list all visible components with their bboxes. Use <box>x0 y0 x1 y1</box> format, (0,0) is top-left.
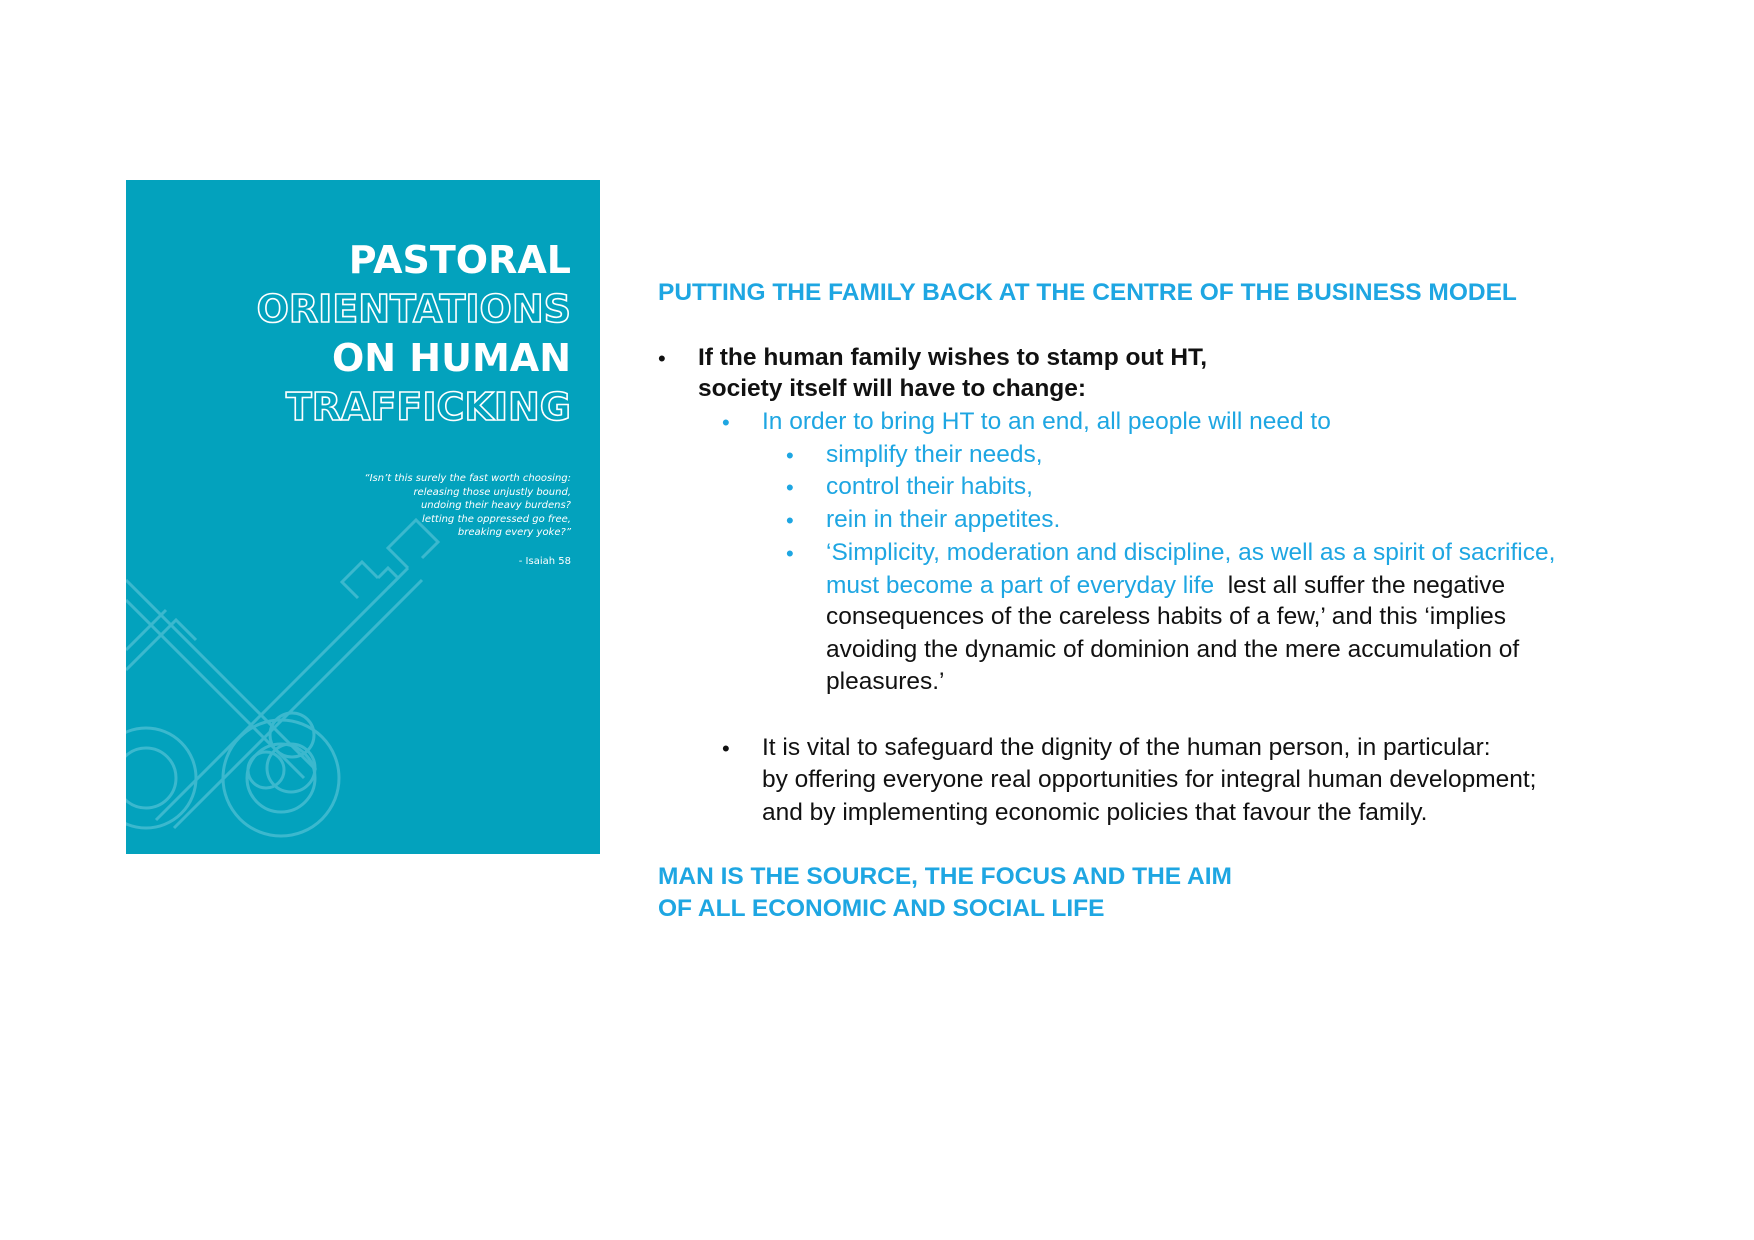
cover-title-line: TRAFFICKING <box>285 385 571 429</box>
quote-blue-part: must become a part of everyday life <box>826 572 1215 599</box>
bullet-marker: • <box>786 508 794 533</box>
cover-quote-line: “Isn’t this surely the fast worth choosing: <box>364 473 571 484</box>
book-cover <box>126 180 600 854</box>
closing-statement: MAN IS THE SOURCE, THE FOCUS AND THE AIM <box>658 863 1232 890</box>
quote-line: pleasures.’ <box>826 668 945 695</box>
bullet-marker: • <box>786 443 794 468</box>
cover-title-line: ORIENTATIONS <box>256 287 571 331</box>
cover-quote <box>364 472 571 540</box>
cover-quote-line: undoing their heavy burdens? <box>420 500 571 511</box>
list-item: control their habits, <box>826 473 1033 500</box>
quote-line: avoiding the dynamic of dominion and the mere accumulation of <box>826 636 1520 663</box>
bullet-marker: • <box>786 475 794 500</box>
bullet1-line: society itself will have to change: <box>698 375 1087 402</box>
bullet2-line: It is vital to safeguard the dignity of the human person, in particular: <box>762 734 1491 761</box>
bullet2-line: by offering everyone real opportunities for integral human development; <box>762 766 1537 793</box>
quote-line: ‘Simplicity, moderation and discipline, as well as a spirit of sacrifice, <box>826 539 1556 566</box>
bullet-marker: • <box>722 736 730 761</box>
cover-attribution: - Isaiah 58 <box>518 556 571 567</box>
list-item: simplify their needs, <box>826 441 1043 468</box>
bullet-marker: • <box>658 346 666 371</box>
bullet2-line: and by implementing economic policies that favour the family. <box>762 799 1428 826</box>
bullet1-line: If the human family wishes to stamp out HT, <box>698 344 1208 371</box>
sub-bullet-text: In order to bring HT to an end, all people will need to <box>762 408 1331 435</box>
section-heading: PUTTING THE FAMILY BACK AT THE CENTRE OF THE BUSINESS MODEL <box>658 279 1517 306</box>
quote-line: consequences of the careless habits of a few,’ and this ‘implies <box>826 603 1507 630</box>
cover-title-line: PASTORAL <box>348 238 571 282</box>
bullet-marker: • <box>786 541 794 566</box>
bullet-marker: • <box>722 410 730 435</box>
closing-statement: OF ALL ECONOMIC AND SOCIAL LIFE <box>658 895 1105 922</box>
cover-quote-line: letting the oppressed go free, <box>422 513 571 525</box>
list-item: rein in their appetites. <box>826 506 1061 533</box>
cover-title-line: ON HUMAN <box>331 336 571 380</box>
quote-black-part: lest all suffer the negative <box>1227 572 1506 599</box>
cover-title <box>257 236 571 432</box>
cover-quote-line: releasing those unjustly bound, <box>413 486 571 498</box>
quote-line <box>826 570 1505 602</box>
cover-quote-line: breaking every yoke?” <box>457 527 571 538</box>
